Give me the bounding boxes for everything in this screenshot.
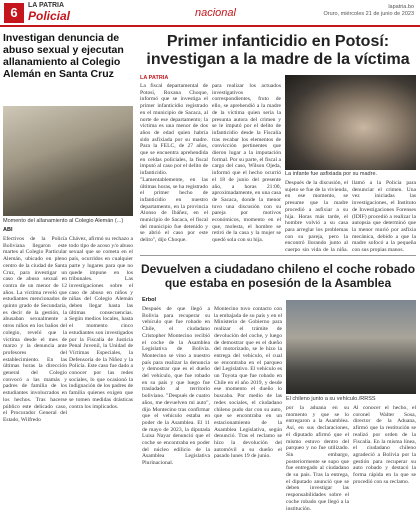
second-story-col4	[353, 405, 416, 524]
main-story-col1-text: La fiscal departamental de Potosí, Roxana Choque, informó que se investiga el primer infanticidio registrado en el municipio de Sacaca, al norte de ese departamento; la víctima es una menor de dos años de edad quien habría sido asfixiada por su madre. Para la FELC, de 27 años, que se encuentra aprehendida en celdas policiales, la fiscal imputó al caso por el delito de infanticidio. "Lamentablemente, en las últimas horas, se ha registrado el primer hecho de infanticidio en nuestro departamento, en la provincia Alonso de Ibáñez, en el municipio de Sacaca, el fiscal del municipio fue detenido y se abrió el caso por este delito", dijo Choque.	[140, 83, 208, 244]
second-story-headline: Devuelven a ciudadano chileno el coche robado que estaba en posesión de la Asamblea	[140, 262, 416, 290]
main-story-headline: Primer infanticidio en Potosí: investigan a la madre de la víctima	[146, 33, 410, 68]
second-story-col1	[142, 306, 210, 524]
header-rule	[0, 25, 420, 27]
brand-name: LA PATRIA	[28, 2, 65, 9]
main-story-caption: La infante fue asfixiada por su madre.	[285, 171, 378, 177]
left-story-col2	[69, 236, 133, 524]
second-story-col3-text: por la aduana en su momento y que se lo entregaron a la Asamblea. Así, en sus declaraciones, el diputado afirmó que el mismo estuvo dentro del parqueo y no fue utilizado. Sin embargo, posteriormente se supo que fue entregado al ciudadano de su país. Tras la entrega, el diputado anunció que se deben investigar las responsabilidades sobre el coche robado que llegó a la institución.	[286, 405, 349, 512]
page-header	[0, 0, 420, 26]
left-story-caption: Momento del allanamiento al Colegio Alemán (...)	[3, 218, 124, 224]
main-story-photo	[285, 75, 416, 170]
main-story-col4	[352, 180, 416, 253]
main-story-col1	[140, 83, 208, 253]
date-line	[324, 4, 415, 18]
main-story-col3	[285, 180, 348, 253]
story-divider	[140, 255, 416, 256]
main-story-kicker: LA PATRIA	[140, 75, 169, 81]
main-story-col2-text: para realizar los actuados investigativos correspondientes, fruto de ello, se aprehendió a la madre de la víctima quien sería la presunta autora del crimen y se le imputó por el delito de infanticidio desde la Fiscalía tras recabar los elementos de convicción pertinentes que dieron lugar a la imputación formal. Por su parte, el fiscal a cargo del caso, Wilson Ojeda, informó que el hecho ocurrió el 18 de junio del presente año, a horas 21:00, aproximadamente, en una casa de Sacaca, donde la menor tuvo una discusión con su pareja por motivos económicos, momento en el que, molesta, el hombre se retiró de la casa y la mujer se quedó sola con su hija.	[212, 83, 281, 244]
second-story-photo	[286, 300, 416, 394]
left-story-author: ABI	[3, 227, 13, 233]
brand-section: Policial	[28, 9, 71, 23]
second-story-col2	[214, 306, 282, 524]
left-story-col1	[3, 236, 67, 524]
issue-date: Oruro, miércoles 21 de junio de 2023	[323, 11, 414, 17]
main-story-col4-text: llamó a la Policía para denunciar el crimen. Una vez iniciadas las investigaciones, el Instituto de Investigaciones Forenses (IDIF) procedió a realizar la autopsia que determinó que la menor murió por asfixia mecánica, debido a que la madre sofocó a la pequeña con sus propias manos.	[352, 180, 416, 253]
left-story-photo	[3, 106, 133, 216]
main-story-col3-text: Después de la discusión, el sujeto se fue de la vivienda, en ese momento, se presume que la madre procedió a asfixiar a su hija. Horas más tarde, el hombre volvió a su casa para arreglar los problemas con su pareja, pero la encontró llorando junto al cuerpo sin vida de la niña.	[285, 180, 348, 253]
left-story-col1-text: Efectivos de la Policía Boliviana llegaron este martes al Colegio Particular Alemán, ubicado en pleno centro de la ciudad de Santa Cruz, para investigar un caso de abuso sexual en contra de un menor de 12 años. La víctima reveló que estudiantes mencionados de quinto grado de Secundaria, es decir de la gestión, la abusaban sexualmente a otros niños en los baños del colegio, reveló que la víctima desde el mes de marzo y la denuncia ante profesores del establecimiento. En las últimas horas la dirección general del Colegio convocó a las mamás y padres de familia de los estudiantes involucrados en los hechos. Tras hacerse público este delicado caso, el Procurador General del Estado, Wilfredo	[3, 236, 67, 423]
second-story-caption: El chileno junto a su vehículo./RRSS	[286, 396, 376, 402]
left-story-col2-text: Chávez, afirmó su rechazo a todo tipo de acoso y/o abuso sexual que se cometa en el país, ocurridos en cualquier parte y lugares para que no quede impune en los tribunales. Las investigaciones sobre el caso de abuso en niños y niñas del Colegio Alemán deben llegar hasta las últimas consecuencias. Según medios locales, hasta el momento cinco estudiantes son investigados por la Fiscalía de Justicia Penal Juvenil, la Unidad de Víctimas Especiales, la Defensoría de la Niñez y la Policía. Este caso fue dado a conocer por las redes sociales, lo que ocasionó la indignación de los padres de familia quienes exigen que se tomen medidas drásticas contra los implicados.	[69, 236, 133, 410]
second-story-col1-text: Después de que llegó a Bolivia para recuperar su vehículo que fue robado en Chile, el ciudadano Cristopher Montecino recibió el coche de la Asamblea Legislativa de Bolivia. Montecino se vino a nuestro país para realizar la denuncia y demostrar que es el dueño del vehículo, que fue robado en su país y que luego fue trasladado al territorio boliviano. "Después de cuatro años, me devuelven mi auto", dijo Montecino tras confirmar que el vehículo estaba en poder de la Asamblea. El 11 de mayo de 2023, la diputada Luisa Nayar denunció que el coche se encontraba en poder del núcleo edilicio de la Asamblea Legislativa Plurinacional.	[142, 306, 210, 467]
section-label: nacional	[195, 7, 236, 19]
second-story-author: Erbol	[142, 297, 157, 303]
second-story-col4-text: Al conocer el hecho, el coronel Walter Sosa, director de la Aduana, afirmó que la restitución se realizó por orden de la Fiscalía. En la misma línea, el ciudadano chileno agradeció a Bolivia por la gestión para recuperar su auto robado y destacó la forma rápida en la que se procedió con su reclamo.	[353, 405, 416, 485]
left-story-headline: Investigan denuncia de abuso sexual y ejecutan allanamiento al Colegio Alemán en Santa Cruz	[3, 32, 124, 80]
main-story-col2	[212, 83, 281, 253]
second-story-col3	[286, 405, 349, 524]
page-number: 6	[4, 3, 24, 23]
second-story-col2-text: Montecino tuvo contacto con la embajada de su país y en el Ministerio de Gobierno para realizar el trámite de devolución del coche, y luego de demostrar que es el dueño del motorizado, se le hizo la entrega del vehículo, el cual se encontraba en el parqueo del Legislativo. El vehículo es un Toyota que fue robado en Chile en el año 2019, y desde ese momento el dueño lo buscaba. Por medio de las redes sociales, el ciudadano chileno pudo dar con su auto, que se encontraba en un estacionamiento de la Asamblea Legislativa, según denunció. Tras el reclamo se hizo la devolución del automóvil a su dueño el pasado lunes 19 de junio.	[214, 306, 282, 460]
site-name: lapatria.bo	[388, 4, 414, 10]
